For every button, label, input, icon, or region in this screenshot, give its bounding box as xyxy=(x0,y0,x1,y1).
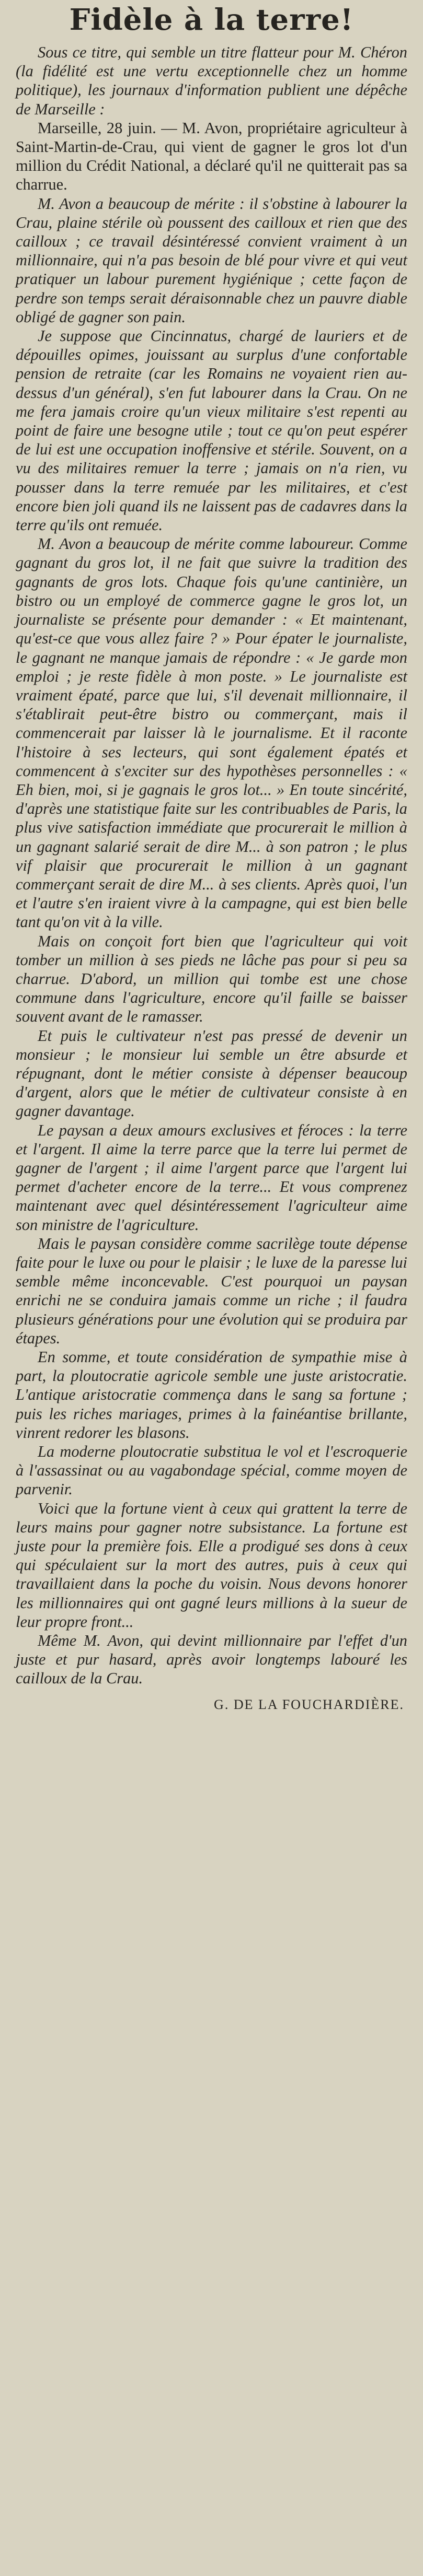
article-body xyxy=(16,43,407,1688)
author-signature: G. DE LA FOUCHARDIÈRE. xyxy=(214,1696,404,1712)
article-paragraph-5: M. Avon a beaucoup de mérite comme laboureur. Comme gagnant du gros lot, il ne fait que suivre la tradition des gagnants de gros lots. Chaque fois qu'une cantinière, un bistro ou un employé de commerce gagne le gros lot, un journaliste se présente pour demander : « Et maintenant, qu'est-ce que vous allez faire ? » Pour épater le journaliste, le gagnant ne manque jamais de répondre : « Je garde mon emploi ; je reste fidèle à mon poste. » Le journaliste est vraiment épaté, parce que lui, s'il devenait millionnaire, il s'établirait peut-être bistro ou commerçant, mais il commencerait par laisser là le journalisme. Et il raconte l'histoire à ses lecteurs, qui sont également épatés et commencent à s'exciter sur des hypothèses personnelles : « Eh bien, moi, si je gagnais le gros lot... » En toute sincérité, d'après une statistique faite sur les contribuables de Paris, la plus vive satisfaction immédiate que procurerait le million à un gagnant salarié serait de dire M... à son patron ; le plus vif plaisir que procurerait le million à un gagnant commerçant serait de dire M... à ses clients. Après quoi, l'un et l'autre s'en iraient vivre à la campagne, qui est bien belle tant qu'on vit à la ville. xyxy=(16,535,407,931)
article-paragraph-3: M. Avon a beaucoup de mérite : il s'obstine à labourer la Crau, plaine stérile où poussent des cailloux et rien que des cailloux ; ce travail désintéressé convient vraiment à un millionnaire, qui n'a pas besoin de blé pour vivre et qui veut pratiquer un labour purement hygiénique ; cette façon de perdre son temps serait déraisonnable chez un pauvre diable obligé de gagner son pain. xyxy=(16,194,407,326)
article-paragraph-6: Mais on conçoit fort bien que l'agriculteur qui voit tomber un million à ses pieds ne lâche pas pour si peu sa charrue. D'abord, un million qui tombe est une chose commune dans l'agriculture, encore qu'il faille se baisser souvent avant de le ramasser. xyxy=(16,932,407,1026)
article-paragraph-13: Même M. Avon, qui devint millionnaire par l'effet d'un juste et pur hasard, après avoir longtemps labouré les cailloux de la Crau. xyxy=(16,1632,407,1688)
article-paragraph-2: Marseille, 28 juin. — M. Avon, propriétaire agriculteur à Saint-Martin-de-Crau, qui vient de gagner le gros lot d'un million du Crédit National, a déclaré qu'il ne quitterait pas sa charrue. xyxy=(16,119,407,194)
article-paragraph-9: Mais le paysan considère comme sacrilège toute dépense faite pour le luxe ou pour le plaisir ; le luxe de la paresse lui semble même inconcevable. C'est pourquoi un paysan enrichi ne se conduira jamais comme un riche ; il faudra plusieurs générations pour une évolution qui se produira par étapes. xyxy=(16,1234,407,1347)
article-paragraph-12: Voici que la fortune vient à ceux qui grattent la terre de leurs mains pour gagner notre subsistance. La fortune est juste pour la première fois. Elle a prodigué ses dons à ceux qui spéculaient sur la mort des autres, puis à ceux qui travaillaient dans la poche du voisin. Nous devons honorer les millionnaires qui ont gagné leurs millions à la sueur de leur propre front... xyxy=(16,1499,407,1631)
article-paragraph-10: En somme, et toute considération de sympathie mise à part, la ploutocratie agricole semble une juste aristocratie. L'antique aristocratie commença dans le sang sa fortune ; puis les riches mariages, primes à la fainéantise brillante, vinrent redorer les blasons. xyxy=(16,1348,407,1442)
article-headline: Fidèle à la terre! xyxy=(69,3,354,37)
article-paragraph-7: Et puis le cultivateur n'est pas pressé de devenir un monsieur ; le monsieur lui semble un être absurde et répugnant, dont le métier consiste à dépenser beaucoup d'argent, alors que le métier de cultivateur consiste à en gagner davantage. xyxy=(16,1026,407,1120)
article-paragraph-8: Le paysan a deux amours exclusives et féroces : la terre et l'argent. Il aime la terre parce que la terre lui permet de gagner de l'argent ; il aime l'argent parce que l'argent lui permet d'acheter encore de la terre... Et vous comprenez maintenant avec quel désintéressement l'agriculteur aime son ministre de l'agriculture. xyxy=(16,1121,407,1234)
article-paragraph-11: La moderne ploutocratie substitua le vol et l'escroquerie à l'assassinat ou au vagabondage spécial, comme moyen de parvenir. xyxy=(16,1443,407,1498)
article-paragraph-4: Je suppose que Cincinnatus, chargé de lauriers et de dépouilles opimes, jouissant au surplus d'une confortable pension de retraite (car les Romains ne voyaient rien au-dessus d'un général), s'en fut labourer dans la Crau. On ne me fera jamais croire qu'un vieux militaire s'est repenti au point de faire une besogne utile ; tout ce qu'on peut espérer de lui est une occupation inoffensive et stérile. Souvent, on a vu des militaires remuer la terre ; jamais on n'a rien, vu pousser dans la terre remuée par les militaires, et c'est encore bien joli quand ils ne laissent pas de cadavres dans la terre qu'ils ont remuée. xyxy=(16,327,407,534)
article-paragraph-1: Sous ce titre, qui semble un titre flatteur pour M. Chéron (la fidélité est une vertu exceptionnelle chez un homme politique), les journaux d'information publient une dépêche de Marseille : xyxy=(16,43,407,118)
